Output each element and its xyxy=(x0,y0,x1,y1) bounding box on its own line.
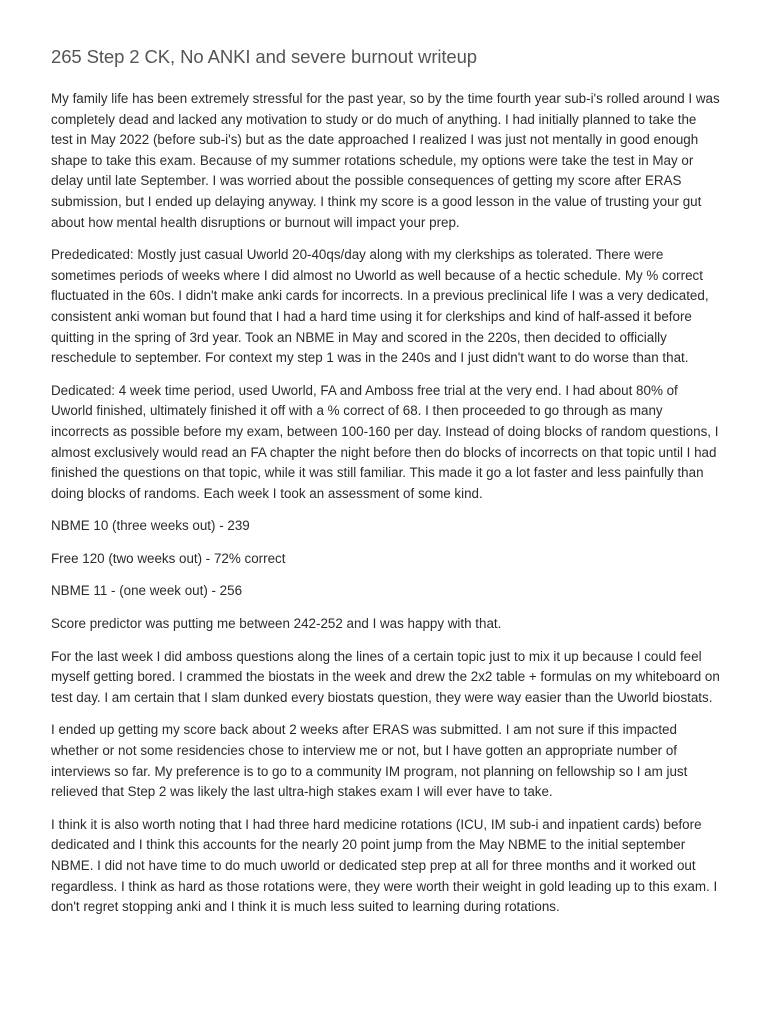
post-body xyxy=(51,89,720,918)
score-nbme-10: NBME 10 (three weeks out) - 239 xyxy=(51,518,250,534)
paragraph-score-predictor: Score predictor was putting me between 242-252 and I was happy with that. xyxy=(51,616,502,632)
paragraph-intro: My family life has been extremely stressful for the past year, so by the time fourth year sub-i's rolled around I was completely dead and lacked any motivation to study or do much of anything. I had initially planned to take the test in May 2022 (before sub-i's) but as the date approached I realized I was just not mentally in good enough shape to take this exam. Because of my summer rotations schedule, my options were take the test in May or delay until late September. I was worried about the possible consequences of getting my score after ERAS submission, but I ended up delaying anyway. I think my score is a good lesson in the value of trusting your gut about how mental health disruptions or burnout will impact your prep. xyxy=(51,91,720,230)
post-title: 265 Step 2 CK, No ANKI and severe burnout writeup xyxy=(51,46,477,67)
paragraph-score-timing: I ended up getting my score back about 2 weeks after ERAS was submitted. I am not sure if this impacted whether or not some residencies chose to interview me or not, but I have gotten an appropriate number of interviews so far. My preference is to go to a community IM program, not planning on fellowship so I am just relieved that Step 2 was likely the last ultra-high stakes exam I will ever have to take. xyxy=(51,722,688,800)
paragraph-prededicated: Prededicated: Mostly just casual Uworld 20-40qs/day along with my clerkships as tolerated. There were sometimes periods of weeks where I did almost no Uworld as well because of a hectic schedule. My % correct fluctuated in the 60s. I didn't make anki cards for incorrects. In a previous preclinical life I was a very dedicated, consistent anki woman but found that I had a hard time using it for clerkships and kind of half-assed it before quitting in the spring of 3rd year. Took an NBME in May and scored in the 220s, then decided to officially reschedule to september. For context my step 1 was in the 240s and I just didn't want to do worse than that. xyxy=(51,247,709,366)
score-free-120: Free 120 (two weeks out) - 72% correct xyxy=(51,550,286,566)
paragraph-dedicated: Dedicated: 4 week time period, used Uworld, FA and Amboss free trial at the very end. I had about 80% of Uworld finished, ultimately finished it off with a % correct of 68. I then proceeded to go through as many incorrects as possible before my exam, between 100-160 per day. Instead of doing blocks of random questions, I almost exclusively would read an FA chapter the night before then do blocks of incorrects on that topic until I had finished the questions on that topic, while it was still familiar. This made it go a lot faster and less painfully than doing blocks of randoms. Each week I took an assessment of some kind. xyxy=(51,382,719,501)
paragraph-rotations: I think it is also worth noting that I had three hard medicine rotations (ICU, IM sub-i and inpatient cards) before dedicated and I think this accounts for the nearly 20 point jump from the May NBME to the initial september NBME. I did not have time to do much uworld or dedicated step prep at all for three months and it worked out regardless. I think as hard as those rotations were, they were worth their weight in gold leading up to this exam. I don't regret stopping anki and I think it is much less suited to learning during rotations. xyxy=(51,816,718,915)
score-nbme-11: NBME 11 - (one week out) - 256 xyxy=(51,583,243,599)
paragraph-last-week: For the last week I did amboss questions along the lines of a certain topic just to mix it up because I could feel myself getting bored. I crammed the biostats in the week and drew the 2x2 table + formulas on my whiteboard on test day. I am certain that I slam dunked every biostats question, they were way easier than the Uworld biostats. xyxy=(51,648,720,705)
